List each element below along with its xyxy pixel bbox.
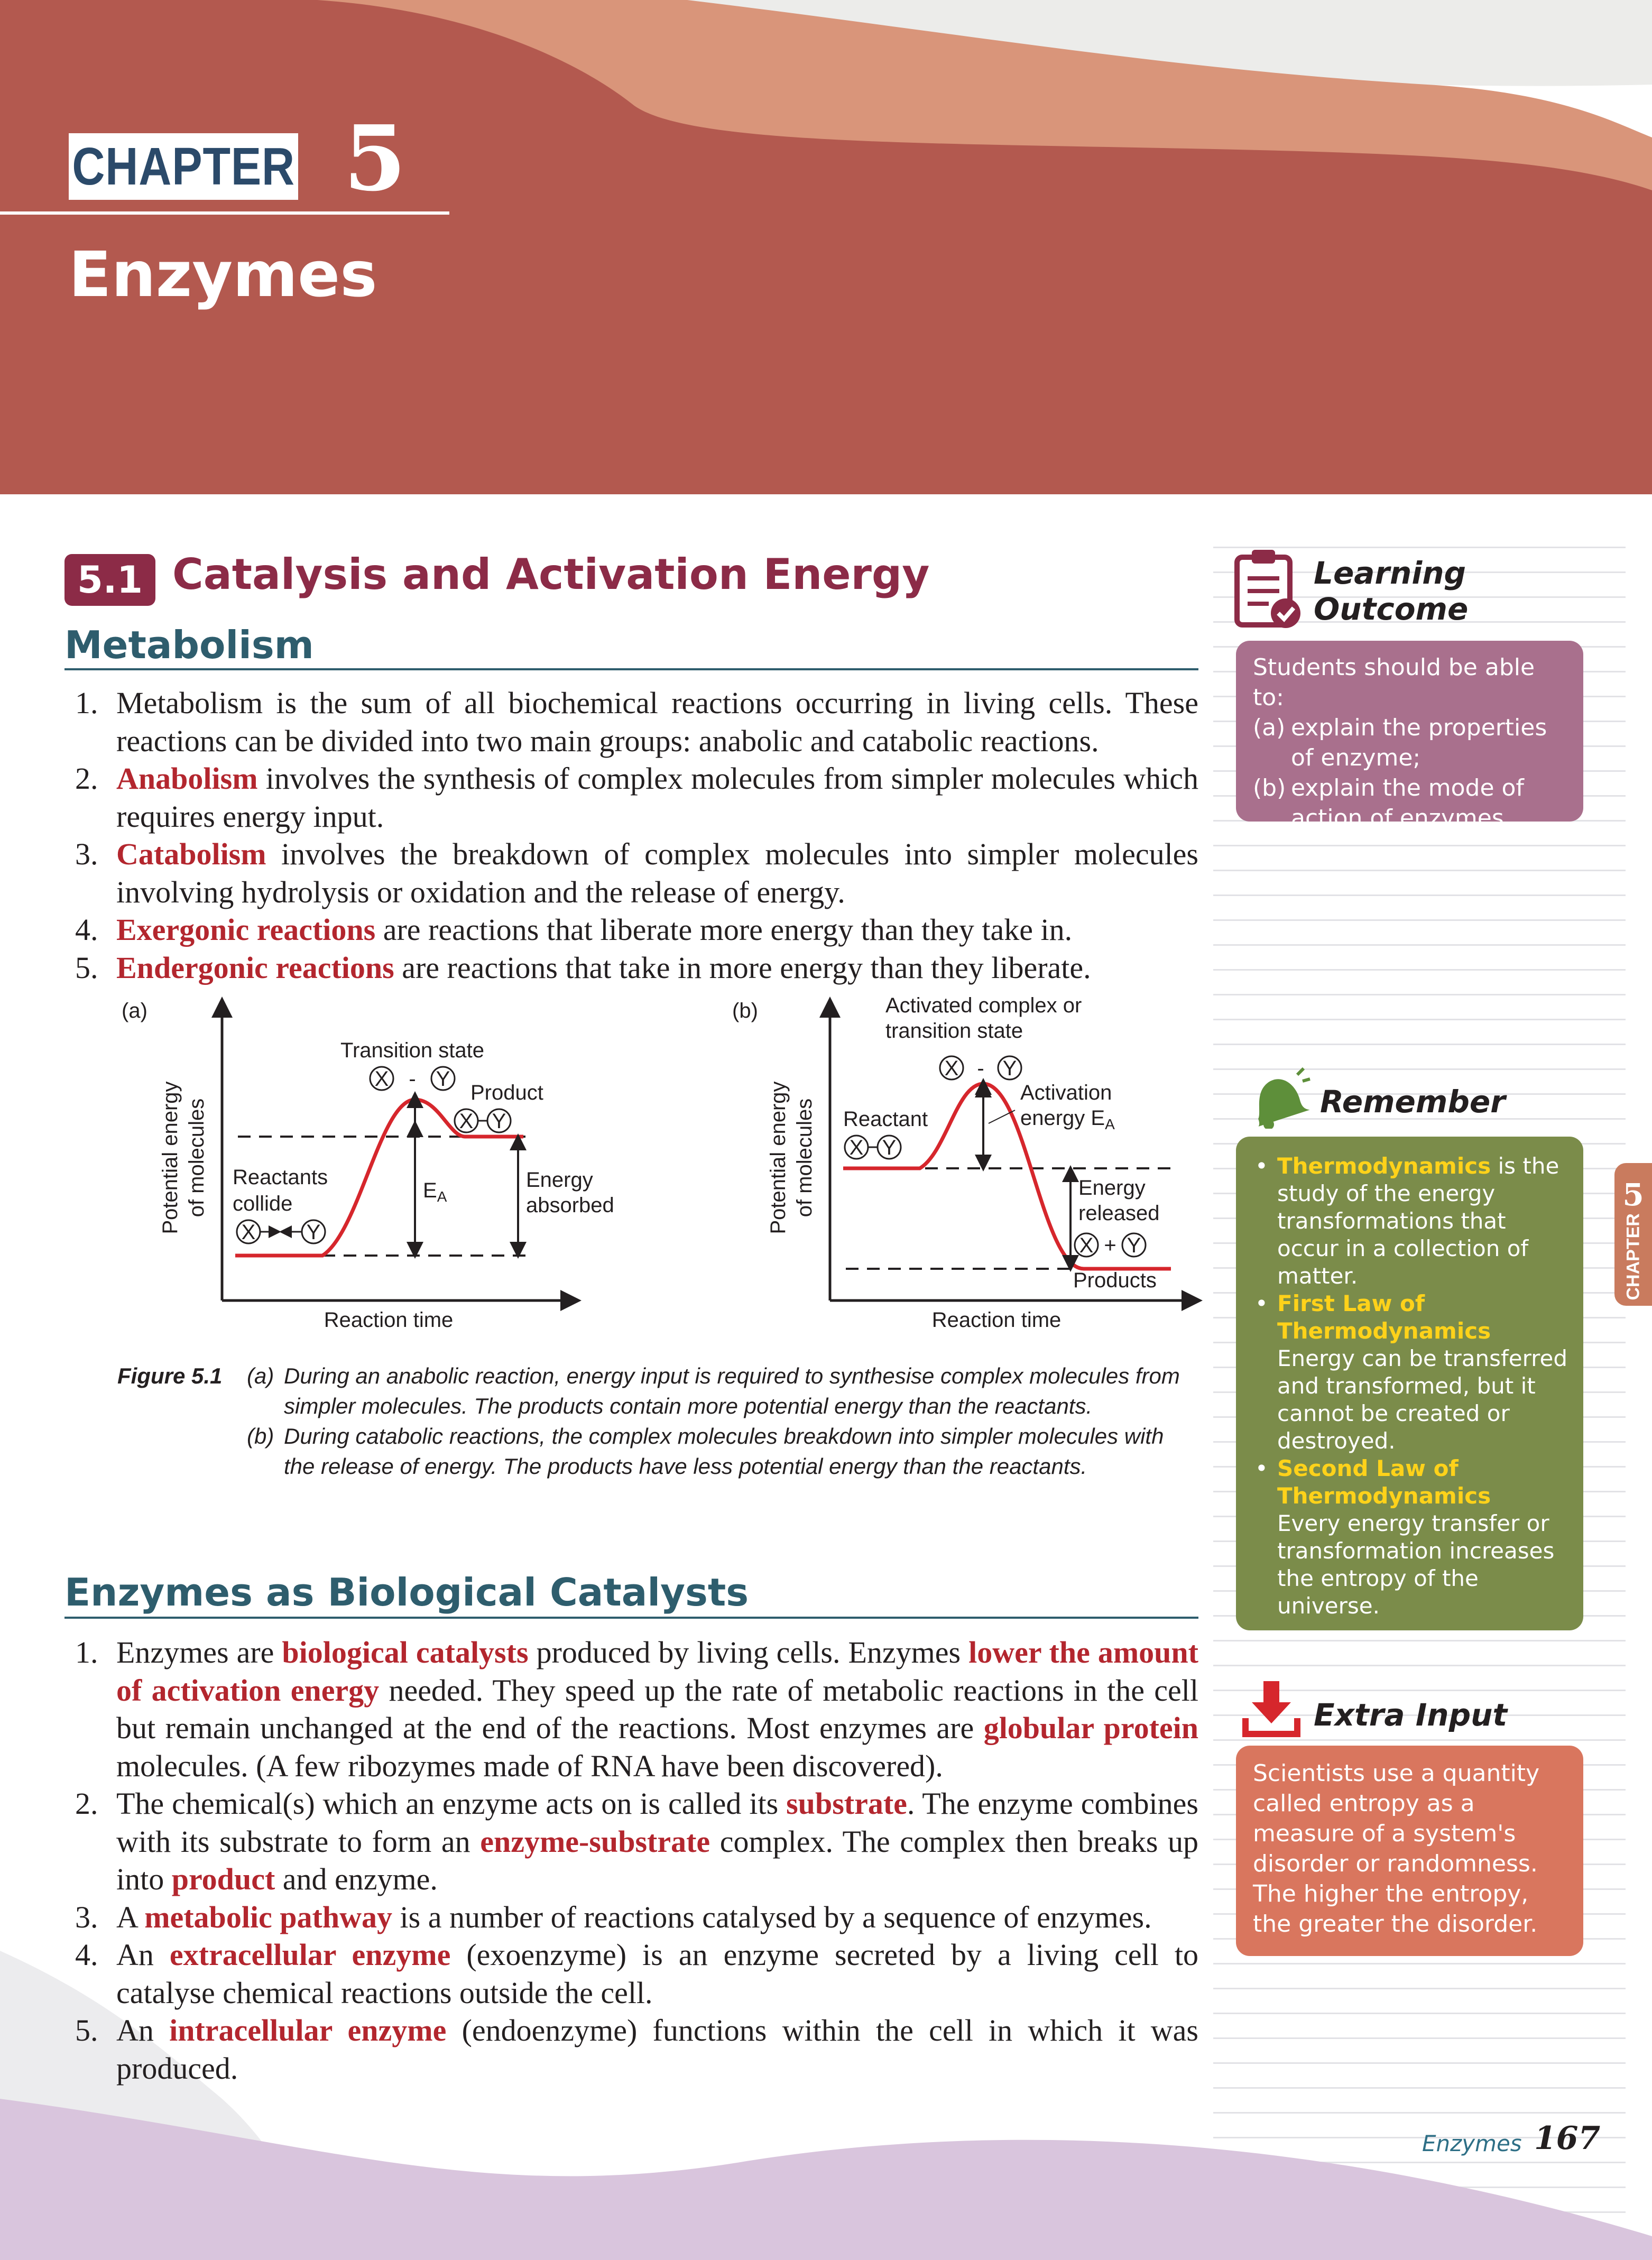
list-item-number: 1. [75,686,98,720]
svg-text:Y: Y [436,1067,450,1091]
bullet-icon: • [1255,1455,1268,1481]
panel-a-transition-label: Transition state [340,1039,484,1062]
section-number-badge [64,554,155,606]
panel-b-activated-label-1: Activated complex or [885,994,1082,1017]
chapter-title: Enzymes [69,238,377,311]
figure-caption-b-label: (b) [247,1424,274,1449]
panel-b-diagram [732,994,1192,1332]
metabolism-heading-rule [64,668,1198,670]
svg-text:Y: Y [306,1221,321,1244]
svg-text:Y: Y [1002,1057,1017,1080]
list-item-text: are reactions that liberate more energy than they take in. [375,912,1073,947]
list-item-text: complex. The complex then breaks up into [116,1824,1198,1896]
chapter-number: 5 [344,106,407,211]
learning-outcome-box [1236,641,1583,832]
key-term: globular protein [983,1711,1198,1745]
svg-text:-: - [409,1067,416,1091]
remember-box [1236,1137,1583,1630]
panel-b-reactant-molecules [845,1136,901,1159]
list-item [64,949,1198,987]
panel-b-reactant-label: Reactant [843,1108,928,1131]
svg-text:X: X [459,1110,474,1133]
panel-a-label: (a) [122,999,147,1022]
list-item [64,835,1198,911]
clipboard-check-icon [1232,546,1306,630]
key-term: lower the amount of activation energy [116,1635,1199,1708]
panel-b-label: (b) [732,999,758,1022]
learning-outcome-item-text: explain the mode of action of enzymes. [1291,774,1524,832]
list-item-number: 5. [75,2013,98,2047]
key-term: Catabolism [116,837,266,871]
svg-text:Y: Y [882,1136,897,1159]
svg-text:X: X [944,1057,959,1080]
list-item [64,760,1198,835]
panel-a-y-label-2: of molecules [185,1098,208,1217]
extra-input-text: Scientists use a quantity called entropy as a measure of a system's disorder or randomness. The higher the entropy, the greater the disorder. [1253,1760,1540,1938]
panel-b-products-label: Products [1073,1269,1157,1292]
list-item-text: An [116,2013,170,2047]
list-item-number: 3. [75,837,98,871]
learning-outcome-item [1253,713,1567,773]
list-item [64,2012,1198,2087]
remember-items [1236,1137,1583,1620]
list-item [64,1898,1198,1936]
list-item [64,1785,1198,1898]
list-item-number: 2. [75,761,98,796]
learning-outcome-title: Learning Outcome [1314,555,1469,627]
panel-a-product-label: Product [470,1081,543,1104]
remember-title: Remember [1320,1084,1506,1120]
list-item-text: and enzyme. [275,1862,438,1896]
list-item-text: are reactions that take in more energy than they liberate. [394,950,1091,985]
key-term: intracellular enzyme [169,2013,447,2047]
key-term: biological catalysts [282,1635,529,1669]
list-item-text: (exoenzyme) is an enzyme secreted by a living cell to catalyse chemical reactions outside the cell. [116,1938,1198,2010]
remember-text: Every energy transfer or transformation increases the entropy of the universe. [1277,1510,1555,1619]
remember-item [1252,1152,1568,1290]
chapter-label-box [69,133,298,200]
learning-outcome-intro: Students should be able to: [1253,654,1535,711]
list-item-number: 1. [75,1635,98,1669]
panel-a-reactants-label-1: Reactants [233,1166,328,1189]
remember-text: is the study of the energy transformations that occur in a collection of matter. [1277,1153,1559,1289]
enzymes-list [64,1634,1198,2087]
panel-a-diagram [122,999,614,1332]
list-item-text: An [116,1938,170,1972]
footer-page-number: 167 [1534,2120,1601,2157]
svg-text:Y: Y [1127,1234,1141,1257]
panel-b-x-label: Reaction time [931,1308,1062,1332]
extra-input-box [1236,1746,1583,1956]
download-arrow-icon [1242,1681,1300,1739]
panel-a-energy-label-2: absorbed [526,1194,614,1217]
list-item-text: Enzymes are [116,1635,282,1669]
panel-a-transition-molecules [370,1067,455,1091]
list-item [64,911,1198,949]
list-item-text: involves the synthesis of complex molecules from simpler molecules which requires energy input. [116,761,1198,834]
svg-text:-: - [977,1057,984,1080]
key-term: Exergonic reactions [116,912,376,947]
list-item [64,684,1198,760]
list-item [64,1936,1198,2012]
list-item-text: (endoenzyme) functions within the cell in which it was produced. [116,2013,1198,2086]
learning-outcome-items [1253,713,1567,833]
footer-chapter-label: Enzymes [1422,2130,1522,2156]
list-item-text: involves the breakdown of complex molecules into simpler molecules involving hydrolysis or oxidation and the release of energy. [116,837,1198,909]
panel-b-transition-molecules [940,1056,1021,1080]
remember-term: Second Law of Thermodynamics [1277,1455,1491,1509]
chapter-side-tab-word: CHAPTER [1623,1213,1644,1300]
learning-outcome-item-text: explain the properties of enzyme; [1291,714,1547,771]
list-item-text: Metabolism is the sum of all biochemical reactions occurring in living cells. These reactions can be divided into two main groups: anabolic and catabolic reactions. [116,686,1198,758]
svg-text:X: X [374,1067,389,1091]
list-item-number: 3. [75,1899,98,1934]
panel-a-x-label: Reaction time [324,1308,454,1332]
panel-b-energy-label-2: released [1078,1202,1160,1225]
bullet-icon: • [1255,1290,1268,1316]
learning-outcome-item-label: (b) [1253,774,1286,801]
panel-b-y-label-1: Potential energy [767,1081,790,1234]
panel-a-energy-label-1: Energy [526,1168,593,1192]
list-item-text: . The enzyme combines with its substrate to form an [116,1786,1198,1859]
section-number: 5.1 [77,558,143,602]
bell-icon [1238,1065,1312,1129]
bullet-icon: • [1255,1153,1268,1179]
panel-b-product-molecules [1075,1233,1146,1257]
section-title: Catalysis and Activation Energy [172,550,930,599]
enzymes-heading-rule [64,1617,1198,1619]
key-term: extracellular enzyme [169,1938,451,1972]
key-term: Endergonic reactions [116,950,394,985]
figure-caption-label: Figure 5.1 [117,1363,223,1388]
panel-b-activated-label-2: transition state [885,1019,1023,1043]
figure-caption [117,1361,1196,1481]
key-term: Anabolism [116,761,258,796]
energy-diagram-figure [116,994,1216,1348]
list-item-number: 4. [75,1938,98,1972]
svg-text:+: + [1104,1234,1116,1257]
key-term: metabolic pathway [144,1899,393,1934]
panel-a-ea-label: $E_A$ [423,1179,447,1205]
list-item-text: molecules. (A few ribozymes made of RNA have been discovered). [116,1748,943,1783]
list-item-text: needed. They speed up the rate of metabolic reactions in the cell but remain unchanged at the end of the reactions. Most enzymes are [116,1673,1198,1745]
panel-a-reactants-label-2: collide [233,1192,293,1215]
chapter-side-tab-number: 5 [1622,1177,1644,1213]
remember-term: First Law of Thermodynamics [1277,1290,1491,1344]
svg-text:X: X [849,1136,864,1159]
figure-caption-a-text: During an anabolic reaction, energy input is required to synthesise complex molecules from simpler molecules. The products contain more potential energy than the reactants. [284,1363,1180,1418]
list-item-number: 5. [75,950,98,985]
learning-outcome-item [1253,773,1567,833]
panel-b-y-label-2: of molecules [793,1098,816,1217]
list-item-text: is a number of reactions catalysed by a sequence of enzymes. [392,1899,1152,1934]
chapter-divider [0,211,449,215]
figure-caption-a-label: (a) [247,1363,274,1388]
panel-b-activation-label-1: Activation [1020,1081,1112,1104]
list-item-text: The chemical(s) which an enzyme acts on is called its [116,1786,787,1821]
list-item-number: 4. [75,912,98,947]
figure-caption-b-text: During catabolic reactions, the complex molecules breakdown into simpler molecules with the release of energy. The products have less potential energy than the reactants. [284,1424,1164,1479]
metabolism-heading: Metabolism [64,623,314,667]
remember-text: Energy can be transferred and transformed, but it cannot be created or destroyed. [1277,1345,1568,1454]
svg-text:X: X [241,1221,256,1244]
svg-text:X: X [1079,1234,1094,1257]
panel-b-energy-label-1: Energy [1078,1176,1146,1200]
remember-item [1252,1290,1568,1455]
list-item-text: A [116,1899,145,1934]
chapter-label: CHAPTER [72,136,295,196]
list-item-text: produced by living cells. Enzymes [528,1635,969,1669]
svg-text:Y: Y [492,1110,506,1133]
list-item-number: 2. [75,1786,98,1821]
extra-input-title: Extra Input [1314,1697,1508,1733]
metabolism-list [64,684,1198,986]
remember-term: Thermodynamics [1277,1153,1491,1179]
enzymes-heading: Enzymes as Biological Catalysts [64,1570,749,1615]
list-item [64,1634,1198,1785]
panel-a-reactant-molecules [237,1220,325,1244]
panel-a-y-label-1: Potential energy [159,1081,182,1234]
key-term: enzyme-substrate [480,1824,710,1859]
key-term: substrate [786,1786,907,1821]
remember-item [1252,1455,1568,1620]
key-term: product [171,1862,275,1896]
panel-a-product-molecules [455,1109,511,1133]
learning-outcome-item-label: (a) [1253,714,1286,741]
panel-b-activation-label-2: energy $E_A$ [1020,1106,1115,1132]
